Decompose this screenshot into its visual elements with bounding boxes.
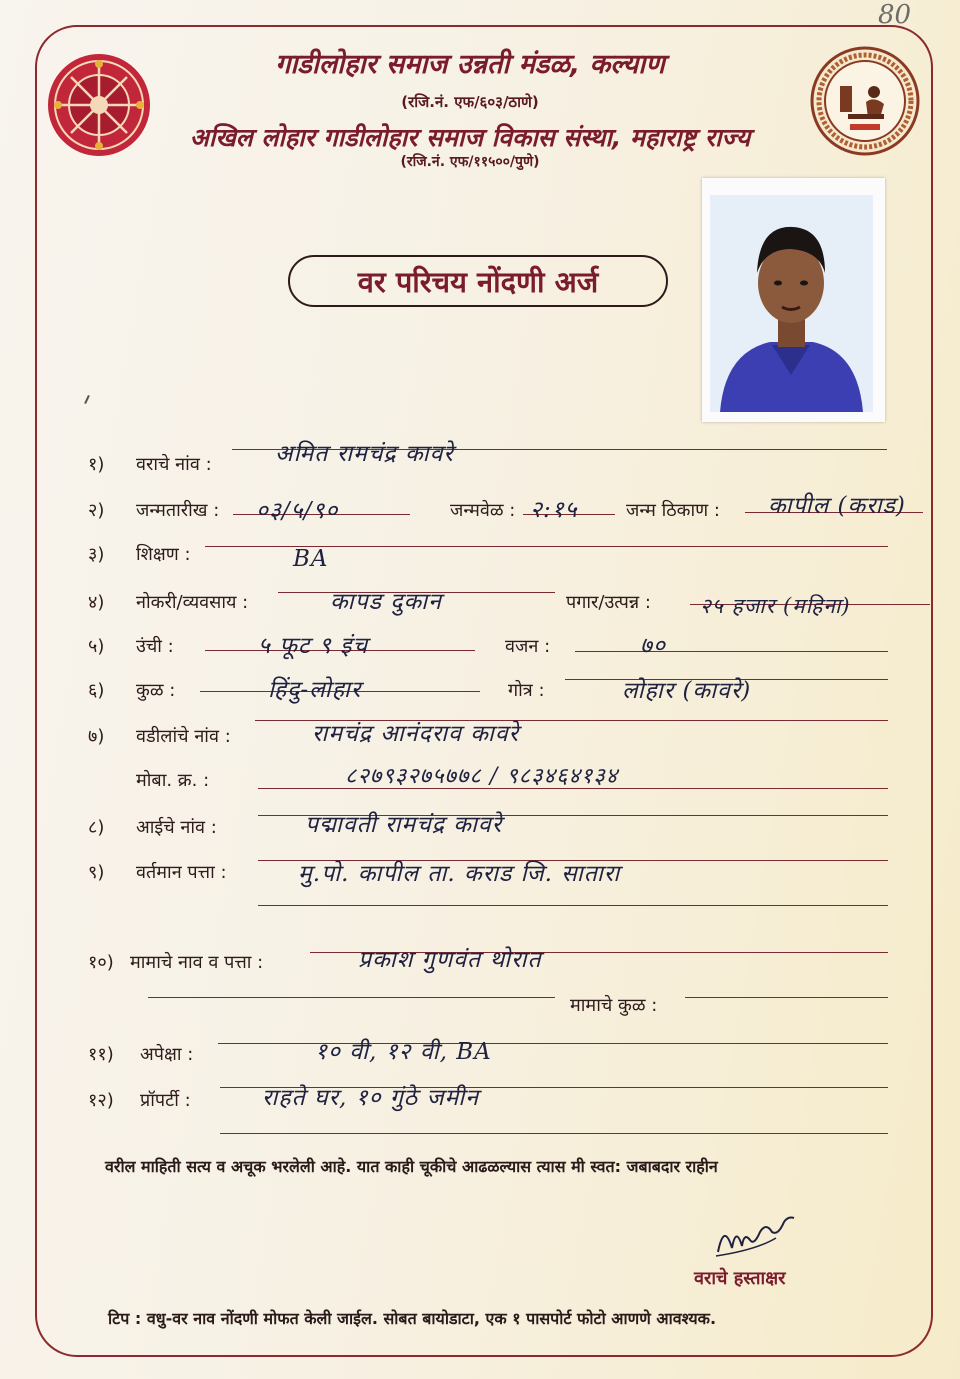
clan-label: कुळ : bbox=[136, 680, 176, 701]
property-label: प्रॉपर्टी : bbox=[140, 1090, 191, 1111]
address-line-2 bbox=[258, 905, 888, 906]
clan-value: हिंदु-लोहार bbox=[268, 677, 362, 703]
property-value: राहते घर, १० गुंठे जमीन bbox=[262, 1085, 480, 1111]
row-number: १०) bbox=[88, 952, 114, 973]
row-number: ७) bbox=[88, 726, 105, 747]
height-value: ५ फूट ९ इंच bbox=[258, 633, 369, 659]
row-number: ११) bbox=[88, 1044, 114, 1065]
org-registration-primary: (रजि.नं. एफ/६०३/ठाणे) bbox=[401, 93, 539, 111]
address-value: मु.पो. कापील ता. कराड जि. सातारा bbox=[298, 861, 621, 887]
passport-photo-frame bbox=[702, 178, 885, 422]
declaration-text: वरील माहिती सत्य व अचूक भरलेली आहे. यात काही चूकीचे आढळल्यास त्यास मी स्वत: जबाबदार राहीन bbox=[105, 1157, 718, 1176]
weight-label: वजन : bbox=[505, 636, 551, 657]
father-name-value: रामचंद्र आनंदराव कावरे bbox=[312, 721, 520, 747]
mandal-seal-logo-icon bbox=[46, 52, 152, 158]
groom-name-label: वराचे नांव : bbox=[136, 454, 212, 475]
row-number: ८) bbox=[88, 817, 105, 838]
birth-date-value: ०३/५/९० bbox=[256, 498, 339, 524]
uncle-label: मामाचे नाव व पत्ता : bbox=[130, 952, 264, 973]
org-name-secondary: अखिल लोहार गाडीलोहार समाज विकास संस्था, महाराष्ट्र राज्य bbox=[189, 123, 751, 152]
org-name-primary: गाडीलोहार समाज उन्नती मंडळ, कल्याण bbox=[275, 49, 665, 80]
education-value: BA bbox=[293, 546, 329, 572]
uncle-line-2 bbox=[148, 997, 555, 998]
row-number: ९) bbox=[88, 862, 105, 883]
passport-photo bbox=[710, 195, 873, 412]
weight-value: ७० bbox=[640, 633, 666, 659]
address-label: वर्तमान पत्ता : bbox=[136, 862, 227, 883]
mother-name-value: पद्मावती रामचंद्र कावरे bbox=[305, 812, 503, 838]
org-registration-secondary: (रजि.नं. एफ/११५००/पुणे) bbox=[400, 154, 540, 170]
occupation-value: कापड दुकान bbox=[330, 589, 442, 615]
property-line-2 bbox=[220, 1133, 888, 1134]
birth-place-label: जन्म ठिकाण : bbox=[626, 500, 720, 521]
row-number: ६) bbox=[88, 680, 105, 701]
form-title: वर परिचय नोंदणी अर्ज bbox=[288, 255, 668, 307]
weight-line bbox=[575, 651, 888, 652]
birth-place-value: कापील (कराड) bbox=[768, 493, 906, 519]
footer-note: टिप : वधु-वर नाव नोंदणी मोफत केली जाईल. सोबत बायोडाटा, एक १ पासपोर्ट फोटो आणणे आवश्यक. bbox=[108, 1309, 717, 1328]
gotra-value: लोहार (कावरे) bbox=[622, 678, 752, 704]
uncle-clan-line bbox=[685, 997, 888, 998]
row-number: ५) bbox=[88, 636, 105, 657]
expectation-value: १० वी, १२ वी, BA bbox=[315, 1039, 492, 1065]
birth-time-value: २:१५ bbox=[530, 497, 578, 523]
expectation-label: अपेक्षा : bbox=[140, 1044, 194, 1065]
father-name-label: वडीलांचे नांव : bbox=[136, 726, 231, 747]
occupation-label: नोकरी/व्यवसाय : bbox=[136, 592, 249, 613]
salary-value: २५ हजार (महिना) bbox=[700, 594, 851, 618]
mother-name-label: आईचे नांव : bbox=[136, 817, 217, 838]
row-number: १) bbox=[88, 454, 105, 475]
birth-date-label: जन्मतारीख : bbox=[136, 500, 220, 521]
page-number-mark: 80 bbox=[878, 0, 912, 30]
gotra-label: गोत्र : bbox=[508, 680, 545, 701]
mobile-value: ८२७९३२७५७७८ / ९८३४६४१३४ bbox=[345, 764, 619, 789]
uncle-value: प्रकाश गुणवंत थोरात bbox=[358, 947, 542, 973]
sanstha-seal-logo-icon bbox=[810, 46, 920, 156]
education-label: शिक्षण : bbox=[136, 544, 191, 565]
row-number: १२) bbox=[88, 1090, 114, 1111]
row-number: २) bbox=[88, 500, 105, 521]
groom-name-value: अमित रामचंद्र कावरे bbox=[275, 441, 454, 467]
signature-label: वराचे हस्ताक्षर bbox=[694, 1268, 786, 1289]
groom-signature bbox=[712, 1212, 802, 1260]
uncle-clan-label: मामाचे कुळ : bbox=[570, 995, 658, 1016]
row-number: ३) bbox=[88, 544, 105, 565]
mobile-label: मोबा. क्र. : bbox=[136, 770, 210, 791]
height-label: उंची : bbox=[136, 636, 174, 657]
birth-time-label: जन्मवेळ : bbox=[450, 500, 516, 521]
salary-label: पगार/उत्पन्न : bbox=[566, 592, 651, 613]
row-number: ४) bbox=[88, 592, 105, 613]
